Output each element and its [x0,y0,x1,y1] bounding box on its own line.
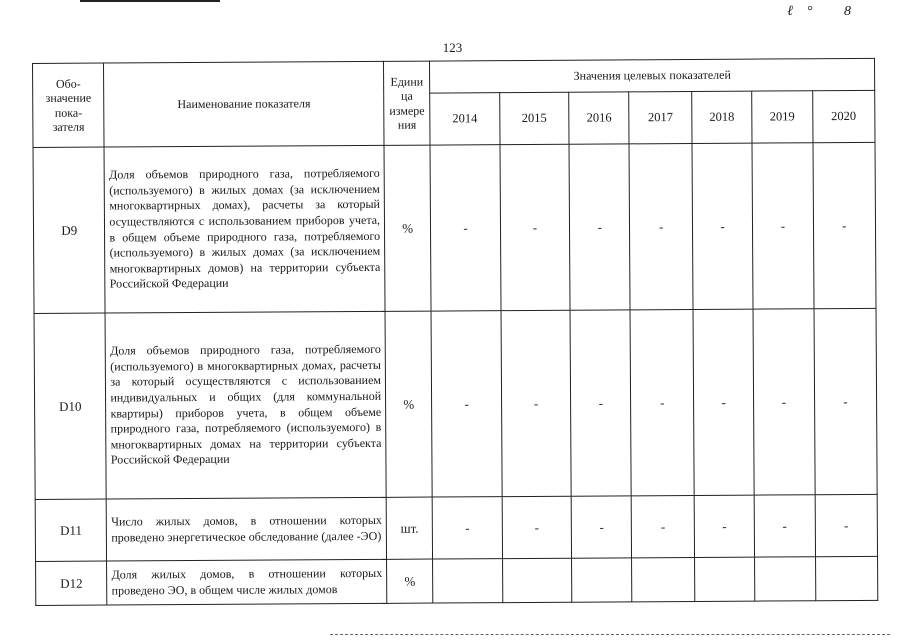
table-row [35,494,877,561]
row-value: - [693,309,754,495]
table-row [33,142,876,313]
row-value: - [752,143,813,309]
row-value: - [813,142,876,308]
row-value: - [631,309,694,495]
row-value: - [430,145,500,311]
row-value [694,557,755,601]
row-value [815,556,878,600]
year-2014: 2014 [430,93,500,145]
row-name: Доля объемов природного газа, потребляемого (используемого) в многоквартирных домах, расчеты за который осуществляются с использованием индивидуальных и общих (для коммунальной квартиры) приборов учета, в общем объеме природного газа, потребляемого (используемого) в многоквартирных домах на территории субъекта Российской Федерации [105,311,386,499]
row-value: - [694,495,755,557]
row-value: - [570,310,631,496]
row-value: - [501,310,572,496]
year-2015: 2015 [499,92,569,144]
row-value [632,557,695,601]
target-indicators-table [32,58,878,606]
row-unit: % [387,559,434,603]
row-value: - [815,494,878,556]
row-value [572,558,633,602]
row-name: Доля объемов природного газа, потребляемого (используемого) в жилых домах (за исключением многоквартирных домах), расчеты за который осуществляются с использованием приборов учета, в общем объеме природного газа, потребляемого (используемого) в жилых домах (за исключением многоквартирных домов) на территории субъекта Российской Федерации [104,145,385,313]
corner-handwritten-mark: ℓ° 8 [787,4,865,19]
row-unit: % [385,311,432,497]
row-value: - [569,144,630,310]
row-value: - [502,496,572,558]
year-2016: 2016 [569,92,630,144]
row-unit: % [384,145,431,311]
row-value: - [814,308,878,494]
row-value: - [432,497,502,559]
row-name: Доля жилых домов, в отношении которых проведено ЭО, в общем числе жилых домов [107,559,387,605]
row-value: - [692,143,753,309]
row-value: - [754,495,815,557]
year-2017: 2017 [629,91,692,143]
row-value: - [753,309,814,495]
scan-artifact-bottom [330,634,890,636]
row-value: - [632,495,695,557]
row-name: Число жилых домов, в отношении которых проведено энергетическое обследование (далее -ЭО) [107,497,387,561]
row-value: - [431,311,502,497]
year-2018: 2018 [692,91,753,143]
row-value [433,559,503,603]
row-code: D10 [34,313,107,499]
row-unit: шт. [386,497,433,559]
row-value [755,557,816,601]
row-code: D11 [35,499,107,561]
header-name: Наименование показателя [104,61,384,147]
year-2020: 2020 [812,90,875,142]
table-row [34,308,877,499]
row-value: - [629,143,692,309]
header-code: Обо- значение пока- зателя [33,63,105,147]
scan-artifact-top [80,0,220,2]
row-value [502,558,572,602]
row-value: - [500,144,570,310]
table-row [36,556,878,605]
row-value: - [571,496,632,558]
page-number: 123 [442,40,463,55]
row-code: D9 [33,147,105,313]
header-values-group: Значения целевых показателей [430,58,875,93]
header-unit: Едини ца измере ния [384,61,431,145]
row-code: D12 [36,561,108,605]
year-2019: 2019 [752,91,813,143]
